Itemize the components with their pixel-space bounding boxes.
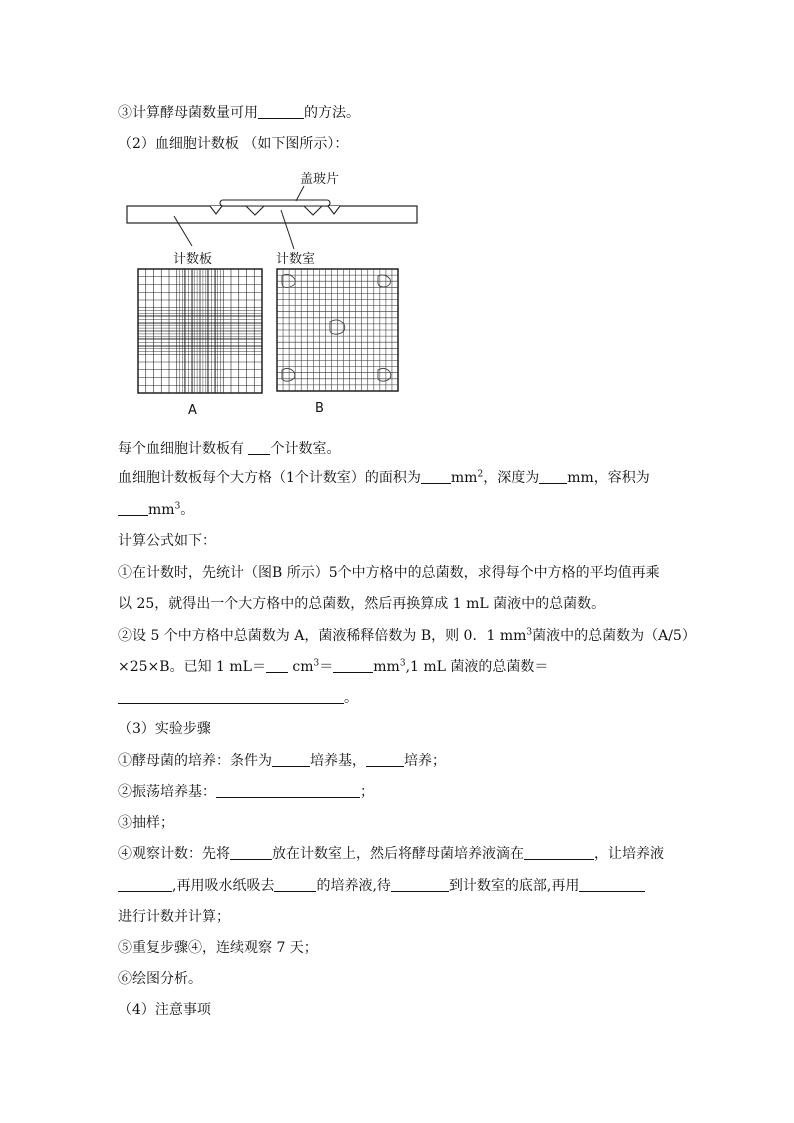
counting-board-side-view <box>127 206 417 223</box>
blank[interactable] <box>579 877 645 892</box>
text-line-6: 计算公式如下： <box>118 533 216 549</box>
blank[interactable] <box>421 469 451 484</box>
section-heading-3: （3）实验步骤 <box>118 721 211 737</box>
cover-glass-pointer <box>296 186 304 201</box>
text-line-10: ×25×B。已知 1 $mL= cm^3= mm^3,1$ mL 菌液的总菌数＝ <box>118 658 549 675</box>
blank[interactable] <box>391 877 449 892</box>
text-line-5: $mm^3$。 <box>118 501 194 519</box>
blank[interactable] <box>230 845 272 860</box>
text-line-9: ②设 5 个中方格中总菌数为 A，菌液稀释倍数为 B，则 0．1 $mm^3$菌液中的总菌数为（A/5） <box>118 627 696 644</box>
blank[interactable] <box>366 752 404 767</box>
counting-board-label: 计数板 <box>173 252 213 267</box>
grid-b-label: B <box>315 401 324 416</box>
blank[interactable] <box>272 752 310 767</box>
text-line-1: ③计算酵母菌数量可用 的方法。 <box>118 105 360 121</box>
blank[interactable] <box>118 501 148 516</box>
cover-glass-shape <box>220 200 330 206</box>
text-line-16: ④观察计数：先将 放在计数室上，然后将酵母菌培养液滴在 ，让培养液 <box>118 846 664 862</box>
blank[interactable] <box>333 658 373 673</box>
text-line-3: 每个血细胞计数板有 个计数室。 <box>118 441 341 457</box>
grid-a <box>138 269 262 393</box>
blank[interactable] <box>266 658 288 673</box>
section-heading-2: （2）血细胞计数板 （如下图所示）： <box>118 136 349 152</box>
blank[interactable] <box>248 440 270 455</box>
text-line-18: 进行计数并计算； <box>118 909 230 925</box>
text-line-15: ③抽样； <box>118 815 174 831</box>
text-line-8: 以 25，就得出一个大方格中的总菌数，然后再换算成 1 mL 菌液中的总菌数。 <box>118 596 606 612</box>
text-line-17: ,再用吸水纸吸去 的培养液,待 到计数室的底部,再用 <box>118 877 645 895</box>
text-line-14: ②振荡培养基： ； <box>118 784 374 800</box>
blank[interactable] <box>539 469 567 484</box>
counting-chamber-label: 计数室 <box>276 252 316 267</box>
text-line-19: ⑤重复步骤④，连续观察 7 天； <box>118 940 318 956</box>
text-line-20: ⑥绘图分析。 <box>118 971 202 987</box>
blank[interactable] <box>524 845 594 860</box>
text-line-7: ①在计数时，先统计（图B 所示）5个中方格中的总菌数，求得每个中方格的平均值再乘 <box>118 565 660 581</box>
grid-b-lines <box>277 269 398 391</box>
text-line-11: 。 <box>118 689 358 707</box>
blank[interactable] <box>258 104 304 119</box>
grid-b <box>277 269 398 391</box>
text-line-4: 血细胞计数板每个大方格（1个计数室）的面积为 $mm^2$，深度为 mm，容积为 <box>118 469 650 486</box>
blank[interactable] <box>118 877 172 892</box>
blank[interactable] <box>118 689 344 704</box>
cover-glass-label: 盖玻片 <box>300 172 340 187</box>
section-heading-4: （4）注意事项 <box>118 1002 211 1018</box>
blank[interactable] <box>216 783 360 798</box>
blank[interactable] <box>274 877 316 892</box>
text-line-13: ①酵母菌的培养：条件为 培养基， 培养； <box>118 753 446 769</box>
grid-a-label: A <box>188 403 197 418</box>
hemocytometer-figure <box>118 162 418 418</box>
